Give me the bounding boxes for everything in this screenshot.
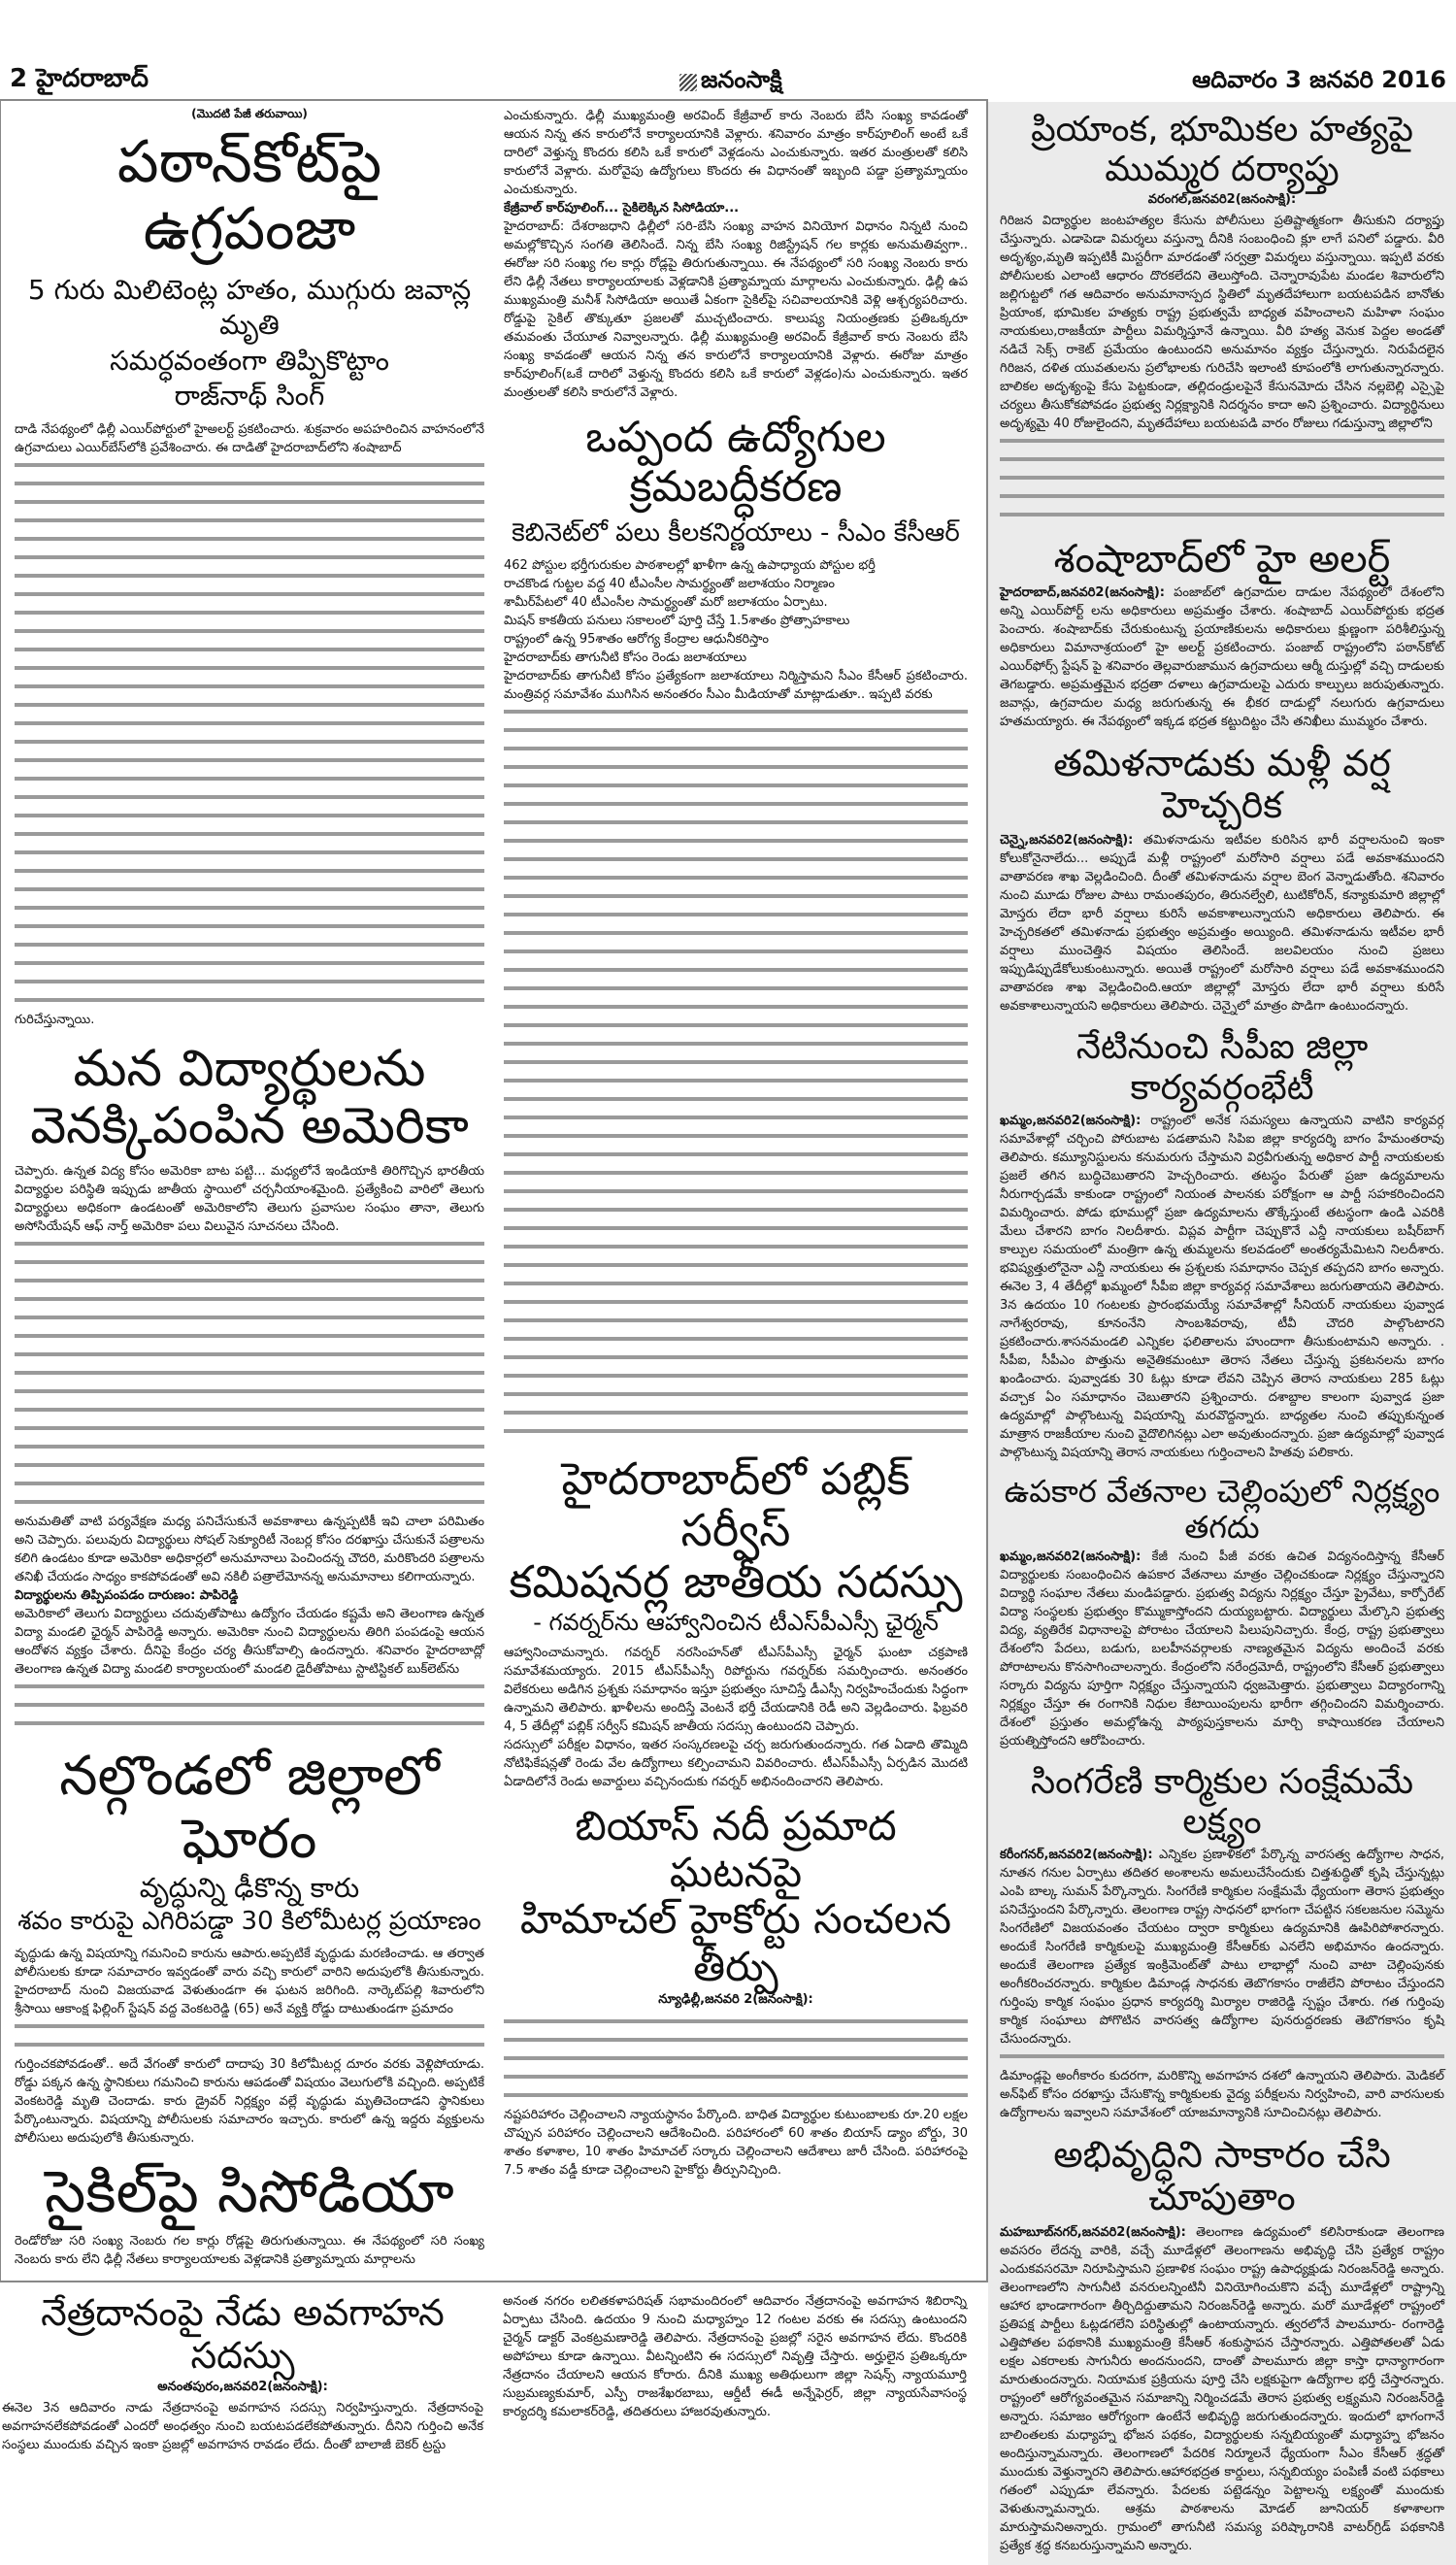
subheadline: శవం కారుపై ఎగిరిపడ్డా 30 కిలోమీటర్ల ప్రయాణం <box>17 1907 481 1937</box>
article-body <box>1000 831 1444 1016</box>
dateline: వరంగల్,జనవరి2(జనంసాక్షి): <box>1147 191 1297 207</box>
article-body <box>504 556 968 1442</box>
headline: తమిళనాడుకు మళ్లీ వర్ష హెచ్చరిక <box>1053 741 1391 827</box>
article-body <box>504 1644 968 1791</box>
article-body <box>504 2014 968 2180</box>
article-singareni <box>1000 1762 1444 2123</box>
logo-text: జనంసాక్షి <box>701 66 782 93</box>
paragraph: అమెరికాలో తెలుగు విద్యార్థులు చదువుతోపాటు ఉద్యోగం చేయడం కష్టమే అని తెలంగాణ ఉన్నత విద్యా మండలి ఛైర్మన్ పాపిరెడ్డి అన్నారు. అమెరికా నుంచి విద్యార్థులను తిరిగి పంపడంపై ఆయన ఆందోళన వ్యక్తం చేశారు. దీనిపై కేంద్రం చర్య తీసుకోవాల్సి ఉందన్నారు. శనివారం హైదరాబాద్లో తెలంగాణ ఉన్నత విద్యా మండలి కార్యాలయంలో మండలి డైరీతోపాటు స్టాటిస్టికల్ బుక్‌లెట్‌ను <box>15 1607 484 1678</box>
masthead-logo <box>679 66 782 99</box>
left-column <box>15 107 484 2269</box>
article-kejriwal <box>504 107 968 402</box>
bottom-section <box>0 2282 988 2463</box>
logo-icon <box>679 74 697 91</box>
continued-note: (మొదటి పేజీ తరువాయి) <box>191 107 308 120</box>
bullet-point: రాష్ట్రంలో ఉన్న 95శాతం ఆరోగ్య కేంద్రాల ఆధునీకరిస్తాం <box>504 631 769 647</box>
paragraph: పంజాబ్‌లో ఉగ్రవాదుల దాడుల నేపథ్యంలో దేశంలోని అన్ని ఎయిర్‌పోర్ట్ లను అధికారులు అప్రమత్తం చేశారు. శంషాబాద్ ఎయిర్‌పోర్టుకు భద్రత పెంచారు. శంషాబాద్‌కు చేరుకుంటున్న ప్రయాణికులను అధికారులు క్షుణ్ణంగా పరిశీలిస్తున్న అధికారులు విమానాశ్రయంలో హై అలర్ట్ ప్రకటించారు. పంజాబ్ రాష్ట్రంలోని పఠాన్‌కోట్ ఎయిర్‌ఫోర్స్ స్టేషన్ పై శనివారం తెల్లవారుజామున ఉగ్రవాదులు ఆర్మీ దుస్తుల్లో వచ్చి దాడులకు తెగబడ్డారు. అప్రమత్తమైన భద్రతా దళాలు ఉగ్రవాదులపై ఎదురు కాల్పులు జరుపుతున్నారు. జవాన్లు, ఉగ్రవాదుల మధ్య జరుగుతున్న ఈ భీకర దాడుల్లో నలుగురు ఉగ్రవాదులు హతమయ్యారు. ఈ నేపథ్యంలో ఇక్కడ భద్రత కట్టుదిట్టం చేసి తనిఖీలు ముమ్మరం చేశారు. <box>1000 584 1444 729</box>
dateline: మహబూబ్‌నగర్,జనవరి2(జనంసాక్షి): <box>1000 2224 1186 2240</box>
headline: ఉపకార వేతనాల చెల్లింపులో నిర్లక్ష్యం తగదు <box>1004 1472 1440 1546</box>
paragraph: హైదరాబాద్: దేశరాజధాని ఢిల్లీలో సరి-బేసి సంఖ్య వాహన వినియోగ విధానం నిన్నటి నుంచి అమల్లోకొచ్చిన సంగతి తెలిసిందే. నిన్న బేసి సంఖ్య రిజిస్ట్రేషన్ గల కార్లకు అనుమతివ్వగా.. ఈరోజు సరి సంఖ్య గల కార్లు రోడ్లపై తిరుగుతున్నాయి. ఈ నేపథ్యంలో సరి సంఖ్య నెంబరు కారు లేని ఢిల్లీ నేతలు కార్యాలయాలకు వెళ్లడానికి ప్రత్యామ్నాయ మార్గాలను ఎంచుకున్నారు. ఢిల్లీ ఉప ముఖ్యమంత్రి మనీశ్ సిసోడియా అయితే ఏకంగా సైకిల్‌పై సచివాలయానికి వెళ్లి ఆశ్చర్యపరిచారు. రోడ్డుపై సైకిల్ తొక్కుతూ ప్రజలతో ముచ్చటించారు. కాలుష్య నియంత్రణకు ప్రతిఒక్కరూ తమవంతు చేయూత నివ్వాలన్నారు. ఢిల్లీ ముఖ్యమంత్రి అరవింద్ కేజ్రీవాల్ కారు నెంబరు బేసి సంఖ్య కావడంతో ఆయన నిన్న తన కారులోనే కార్యాలయానికి వెళ్లారు. ఈరోజు మాత్రం కార్‌పూలింగ్(ఒకే దారిలో వెళ్తున్న కొందరు కలిసి ఒకే కారులో వెళ్లడం)ను ఎంచుకున్నారు. ఇతర మంత్రులతో కలిసి కారులోనే వెళ్లారు. <box>504 219 968 400</box>
article-body <box>1000 1548 1444 1750</box>
paragraph: రెండోరోజు సరి సంఖ్య నెంబరు గల కార్లు రోడ్లపై తిరుగుతున్నాయి. ఈ నేపథ్యంలో సరి సంఖ్య నెంబరు కారు లేని ఢిల్లీ నేతలు కార్యాలయాలకు వెళ్లడానికి ప్రత్యామ్నాయ మార్గాలను <box>15 2234 484 2268</box>
subheadline: సమర్ధవంతంగా తిప్పికొట్టాం <box>110 344 389 377</box>
middle-column <box>504 107 968 2269</box>
dateline: ఖమ్మం,జనవరి2(జనంసాక్షి): <box>1000 1549 1142 1564</box>
subheadline: వృద్ధున్ని ఢీకొన్న కారు <box>139 1871 360 1904</box>
paragraph: గుర్తించకపోవడంతో.. అదే వేగంతో కారులో దాదాపు 30 కిలోమీటర్ల దూరం వరకు వెళ్లిపోయాడు. రోడ్డు పక్కన ఉన్న స్థానికులు గమనించి కారును ఆపడంతో విషయం వెలుగులోకి వచ్చింది. అప్పటికే వెంకటరెడ్డి మృతి చెందాడు. కారు డ్రైవర్ నిర్లక్ష్యం వల్లే వృద్ధుడు మృతిచెందాడని స్థానికులు పేర్కొంటున్నారు. విషయాన్ని పోలీసులకు సమాచారం ఇచ్చారు. కారులో ఉన్న ఇద్దరు వ్యక్తులను పోలీసులు అదుపులోకి తీసుకున్నారు. <box>15 2057 484 2147</box>
article-beas <box>504 1803 968 2180</box>
subheading: విద్యార్థులను తిప్పిపంపడం దారుణం: పాపిరెడ్డి <box>15 1588 239 1604</box>
bullet-point: శామీర్‌పేటలో 40 టీఎంసీల సామర్థ్యంతో మరో జలాశయం ఏర్పాటు. <box>504 594 828 610</box>
subheading: కేజ్రీవాల్ కార్‌పూలింగ్... సైకిలెక్కిన సిసోడియా... <box>504 201 740 216</box>
text-lines <box>1000 433 1444 525</box>
headline: సైకిల్‌పై సిసోడియా <box>45 2158 454 2227</box>
headline: నల్గొండలో జిల్లాలో ఘోరం <box>59 1745 440 1871</box>
paragraph: అనుమతితో వాటి పర్యవేక్షణ మధ్య పనిచేసుకునే అవకాశాలు ఉన్నప్పటికీ ఇవి చాలా పరిమితం అని చెప్పారు. పలువురు విద్యార్థులు సోషల్ సెక్యూరిటీ నెంబర్ల కోసం దరఖాస్తు చేసుకునే పత్రాలను కలిగి ఉండటం కూడా అమెరికా అధికార్లలో అనుమానాలు పెంచిందన్న చౌదరి, మరికొందరి పత్రాలను తనిఖీ చేయడం సాధ్యం కాకపోవడంతో అవి నకిలీ పత్రాలేమోనన్న అనుమానాలు కలిగాయన్నారు. <box>15 1515 484 1585</box>
article-tamilnadu <box>1000 743 1444 1016</box>
paragraph: గిరిజన విద్యార్థుల జంటహత్యల కేసును పోలీసులు ప్రతిష్టాత్మకంగా తీసుకుని దర్యాప్తు చేస్తున్నారు. ఎడాపెడా విమర్శలు వస్తున్నా దీనికి సంబంధించి క్లూ లాగే పనిలో పడ్డారు. వీరి అదృశ్యం,మృతి ఇప్పటికీ మిస్టరీగా మారడంతో సర్వత్రా విమర్శలు వస్తున్నాయి. ఇప్పటి వరకు పోలీసులకు ఎలాంటి ఆధారం దొరకలేదని తెలుస్తోంది. చెన్నారావుపేట మండల శివారులోని జల్లిగుట్టలో గత ఆదివారం అనుమానాస్పద స్థితిలో మృతదేహాలుగా బయటపడిన బానోతు ప్రియాంక, భూమికల హత్యకు రాష్ట్ర ప్రభుత్వమే బాధ్యత వహించాలని మహిళా సంఘం నాయకులు,రాజకీయా పార్టీలు విమర్శిస్తూనే ఉన్నాయి. వీరి హత్య వెనుక పెద్దల అండతో నడిచే సెక్స్ రాకెట్ ప్రమేయం ఉంటుందని అనుమానం వ్యక్తం చేస్తున్నారు. నిరుపేదలైన గిరిజన, దళిత యువతులను ప్రలోభాలకు గురిచేసి ఇలాంటి కూపంలోకి లాగుతున్నారన్నారు. బాలికల అదృశ్యంపై కేసు పెట్టకుండా, తల్లిదండ్రులపైనే కేసునమోదు చేసిన నల్లబెల్లి ఎస్సైపై చర్యలు తీసుకోకపోవడం ప్రభుత్వ నిర్లక్ష్యానికి నిదర్శనం కాదా అని ప్రశ్నించారు. విద్యార్థినులు అదృశ్యమై 40 రోజులైందని, మృతదేహాలు బయటపడి వారం రోజులు గడుస్తున్నా జిల్లాలోని <box>1000 213 1444 431</box>
headline: శంషాబాద్‌లో హై అలర్ట్ <box>1053 536 1391 582</box>
paragraph: తమిళనాడును ఇటీవల కురిసిన భారీ వర్షాలనుంచి ఇంకా కోలుకోనైనాలేదు... అప్పుడే మళ్లీ రాష్ట్రంలో మరోసారి వర్షాలు పడే అవకాశముందని వాతావరణ శాఖ వెల్లడించింది. దీంతో తమిళనాడును వర్షాల బెంగ వెన్నాడుతోంది. శనివారం నుంచి మూడు రోజుల పాటు రామంతపురం, తిరునల్వేలి, టుటికోరిన్, కన్యాకుమారి జిల్లాల్లో మోస్తరు లేదా భారీ వర్షాలు కురిసే అవకాశాలున్నాయని అధికారులు తెలిపారు. ఈ హెచ్చరికతలో తమిళనాడు ప్రభుత్వం అప్రమత్తం అయ్యింది. తమిళనాడును ఇటీవల భారీ వర్షాలు ముంచెత్తిన విషయం తెలిసిందే. జలవిలయం నుంచి ప్రజలు ఇప్పుడిప్పుడేకోలుకుంటున్నారు. అయితే రాష్ట్రంలో మరోసారి వర్షాలు పడే అవకాశముందని వాతావరణ శాఖ వెల్లడించింది.ఆయా జిల్లాల్లో మోస్తరు లేదా భారీ వర్షాలు కురిసే అవకాశాలున్నాయని అధికారులు తెలిపారు. చెన్నైలో మాత్రం పొడిగా ఉంటుందన్నారు. <box>1000 833 1444 1015</box>
dateline: కరీంగనర్,జనవరి2(జనంసాక్షి): <box>1000 1848 1153 1863</box>
paragraph: ఎంచుకున్నారు. ఢిల్లీ ముఖ్యమంత్రి అరవింద్ కేజ్రీవాల్ కారు నెంబరు బేసి సంఖ్య కావడంతో ఆయన నిన్న తన కారులోనే కార్యాలయానికి వెళ్లారు. శనివారం మాత్రం కార్‌పూలింగ్ అంటే ఒకే దారిలో వెళ్తున్న కొందరు కలిసి ఒకే కారులో వెళ్లడంను ఎంచుకున్నారు. ఇతర మంత్రులతో కలిసి కారులోనే వెళ్లారు. మరోవైపు ఉద్యోగులు కొందరు ఈ విధానంతో ఇబ్బంది పడ్డా ప్రత్యామ్నాయం ఎంచుకున్నారు. <box>504 109 968 197</box>
article-body <box>1000 1846 1444 2122</box>
paragraph: ఎన్నికల ప్రణాళికలో పేర్కొన్న వారసత్వ ఉద్యోగాల సాధన, నూతన గనుల ఏర్పాటు తదితర అంశాలను అమలుచేసేందుకు చిత్తశుద్ధితో కృషి చేస్తున్నట్లు ఎంపి బాల్క సుమన్ పేర్కొన్నారు. సింగరేణి కార్మికుల సంక్షేమమే ధ్యేయంగా తెరాస ప్రభుత్వం పనిచేస్తుందని పేర్కొన్నారు. తెలంగాణ రాష్ట్ర సాధనలో భాగంగా చేపట్టిన సకలజనుల సమ్మెను సింగరేణిలో విజయవంతం చేయటం ద్వారా కార్మికులు ఉద్యమానికి ఊపిరిపోశారన్నారు. అందుకే సింగరేణి కార్మికులపై ముఖ్యమంత్రి కేసీఆర్‌కు ఎనలేని అభిమానం ఉందన్నారు. అందుకే తెలంగాణ ప్రత్యేక ఇంక్రిమెంట్‌తో పాటు లాభాల్లో నుంచి వాటా చెల్లింపునకు అంగీకరించరన్నారు. కార్మికుల డిమాండ్ల సాధనకు తెబొగకాసం రాజీలేని పోరాటం చేస్తుందని గుర్తింపు కార్మిక సంఘం ప్రధాన కార్యదర్శి మిర్యాల రాజిరెడ్డి స్పష్టం చేశారు. గత గుర్తింపు కార్మిక సంఘాలు పోగొటిన వారసత్వ ఉద్యోగాల పునరుద్దరణకు తెబొగకాసం కృషి చేసుందన్నారు. <box>1000 1848 1444 2048</box>
paragraph: సదస్సులో పరీక్షల విధానం, ఇతర సంస్కరణలపై చర్చ జరుగుతుందన్నారు. గత ఏడాది తొమ్మిది నోటిఫికేషన్లతో రెండు వేల ఉద్యోగాలు కల్పించామని వివరించారు. టీఎస్‌పీఎస్సీ ఏర్పడిన మొదటి ఏడాదిలోనే రెండు అవార్డులు వచ్చినందుకు గవర్నర్ అభినందించారని తెలిపారు. <box>504 1737 968 1789</box>
paragraph: గురిచేస్తున్నాయి. <box>15 1012 95 1027</box>
bullet-point: రాచకొండ గుట్టల వద్ద 40 టీఎంసీల సామర్థ్యంతో జలాశయం నిర్మాణం <box>504 576 835 591</box>
paragraph: హైదరాబాద్‌కు తాగునీటి కోసం ప్రత్యేకంగా జలాశయాలు నిర్మిస్తామని సీఎం కేసీఆర్ ప్రకటించారు. మంత్రివర్గ సమావేశం ముగిసిన అనంతరం సీఎం మీడియాతో మాట్లాడుతూ.. ఇప్పటి వరకు <box>504 668 968 702</box>
dateline: అనంతపురం,జనవరి2(జనంసాక్షి): <box>157 2379 328 2394</box>
article-body <box>1000 212 1444 525</box>
dateline: హైదరాబాద్,జనవరి2(జనంసాక్షి): <box>1000 584 1165 600</box>
dateline: న్యూఢిల్లీ,జనవరి 2(జనంసాక్షి): <box>658 1992 813 2008</box>
article-priyanka <box>1000 110 1444 525</box>
paragraph: ఈనెల 3న ఆదివారం నాడు నేత్రదానంపై అవగాహన సదస్సు నిర్వహిస్తున్నారు. నేత్రదానంపై అవగాహనలేకపోవడంతో ఎందరో అంధత్వం నుంచి బయటపడలేకపోతున్నారు. దీనిని గుర్తించి అనేక సంస్థలు ముందుకు వచ్చిన ఇంకా ప్రజల్లో అవగాహన రావడం లేదు. దీంతో బాలాజీ బెకర్ ట్రస్టు <box>2 2400 483 2452</box>
headline: ప్రియాంక, భూమికల హత్యపై ముమ్మర దర్యాప్తు <box>1031 110 1413 190</box>
paragraph: చెప్పారు. ఉన్నత విద్య కోసం అమెరికా బాట పట్టి... మధ్యలోనే ఇండియాకి తిరిగొచ్చిన భారతీయ విద్యార్థుల పరిస్థితి ఇప్పుడు జాతీయ స్థాయిలో చర్చనీయాంశమైంది. ప్రత్యేకించి వారిలో తెలుగు విద్యార్థులు అధికంగా ఉండటంతో అమెరికాలోని తెలుగు ప్రవాసుల సంఘం తానా, తెలుగు అసోసియేషన్ ఆఫ్ నార్త్ అమెరికా పలు విలువైన సూచనలు చేసింది. <box>15 1164 484 1235</box>
article-body <box>503 2292 967 2421</box>
article-eye-donation-cont <box>503 2292 967 2453</box>
subheadline: - గవర్నర్‌ను ఆహ్వానించిన టీఎస్‌పీఎస్సీ ఛైర్మన్ <box>533 1608 939 1636</box>
paragraph: అనంత నగరం లలితకళాపరిషత్ సభామందిరంలో ఆదివారం నేత్రదానంపై అవగాహన శిబిరాన్ని ఏర్పాటు చేసింది. ఉదయం 9 నుంచి మధ్యాహ్నం 12 గంటల వరకు ఈ సదస్సు ఉంటుందని చైర్మన్ డాక్టర్ వెంకట్రమణారెడ్డి తెలిపారు. నేత్రదానంపై ప్రజల్లో సరైన అవగాహన లేదు. కొందరికి అపోహలు కూడా ఉన్నాయి. వీటన్నింటిని ఈ సదస్సులో నివృత్తి చేస్తారు. అర్హులైన ప్రతిఒక్కరూ నేత్రదానం చేయాలని ఆయన కోరారు. దీనికి ముఖ్య అతిథులుగా జిల్లా సెషన్స్ న్యాయమూర్తి సుబ్రమణ్యకుమార్, ఎస్పీ రాజశేఖరబాబు, ఆర్డీటీ ఈడీ అన్నేఫెర్రర్, జిల్లా న్యాయసేవాసంస్థ కార్యదర్శి కమలాకర్‌రెడ్డి, తదితరులు హాజరవుతున్నారు. <box>503 2294 967 2420</box>
headline: నేటినుంచి సీపీఐ జిల్లా కార్యవర్గంభేటీ <box>1075 1027 1369 1108</box>
page-body <box>0 99 1456 2565</box>
article-cycle <box>15 2159 484 2269</box>
article-shamshabad <box>1000 537 1444 731</box>
subheadline: 5 గురు మిలిటెంట్ల హతం, ముగ్గురు జవాన్ల మృతి <box>27 274 472 342</box>
headline: హైదరాబాద్‌లో పబ్లిక్ సర్వీస్ <box>561 1451 910 1556</box>
headline: పఠాన్‌కోట్‌పై ఉగ్రపంజా <box>116 128 382 263</box>
paragraph: కేజీ నుంచి పీజీ వరకు ఉచిత విద్యనందిస్తాన్న కేసీఆర్ విద్యార్థులకు సంబంధించిన ఉపకార వేతనాలు మాత్రం చెల్లించకుండా నిర్లక్ష్యం చేస్తున్నారని విద్యార్థి సంఘాల నేతలు మండిపడ్డారు. ప్రభుత్వ విద్యను నిర్లక్ష్యం చేస్తూ ప్రైవేటు, కార్పోరేట్ విద్యా సంస్థలకు ప్రభుత్వం కొమ్ముకాస్తోందని దుయ్యబట్టారు. విద్యార్థులు మేల్కొని ప్రభుత్వ విద్య, వ్యతిరేక విధానాలపై పోరాటం చేయాలని పిలుపునిచ్చారు. కేంద్ర, రాష్ట్ర ప్రభుత్వాలు దేశంలోని పేదలు, బడుగు, బలహీనవర్గాలకు నాణ్యతమైన విద్యను అందించే వరకు పోరాటాలను కొనసాగించాలన్నారు. కేంద్రంలోని నరేంద్రమోదీ, రాష్ట్రంలోని కేసీఆర్ ప్రభుత్వాలు సర్కారు విద్యను పూర్తిగా నిర్లక్ష్యం చేస్తున్నాయని ధ్వజమెత్తారు. ప్రభుత్వాలు విద్యారంగాన్ని నిర్లక్ష్యం చేస్తూ ఈ రంగానికి నిధుల కేటాయింపులను భారీగా తగ్గించిందని విమర్శించారు. దేశంలో ప్రస్తుతం అమల్లోఉన్న పాఠ్యపుస్తకాలను మార్చి కాషాయికరణ చేయాలని ప్రయత్నిస్తోందని ఆరోపించారు. <box>1000 1549 1444 1749</box>
article-body <box>15 1162 484 1734</box>
text-lines <box>15 1679 484 1734</box>
article-body <box>15 2232 484 2269</box>
right-news-panel <box>988 102 1456 2565</box>
article-contract-employees <box>504 414 968 1442</box>
headline: సింగరేణి కార్మికుల సంక్షేమమే లక్ష్యం <box>1030 1761 1414 1842</box>
headline: హిమాచల్ హైకోర్టు సంచలన తీర్పు <box>519 1895 952 1990</box>
article-body <box>1000 583 1444 731</box>
article-cpi <box>1000 1027 1444 1462</box>
text-lines <box>15 2018 484 2055</box>
article-body <box>15 420 484 1029</box>
text-lines <box>1000 2049 1444 2067</box>
headline: కమిషనర్ల జాతీయ సదస్సు <box>509 1554 963 1608</box>
paragraph: రాష్ట్రంలో అనేక సమస్యలు ఉన్నాయని వాటిని కార్యవర్గ సమావేశాల్లో చర్చించి పోరుబాట పడతామని సిపిఐ జిల్లా కార్యదర్శి బాగం హేమంతరావు తెలిపారు. కమ్యూనిస్టులను కనుమరుగు చేస్తామని విర్రవీగుతున్న అధికార పార్టీ నాయకులకు ప్రజలే తగిన బుద్ధిచెబుతారని హెచ్చరించారు. తటస్థం పేరుతో ప్రజా ఉద్యమాలను నీరుగార్చడమే కాకుండా రాష్ట్రంలో నియంత పాలనకు పరోక్షంగా ఆ పార్టీ సహకరించిందని విమర్శించారు. పోడు భూముల్లో ప్రజా ఉద్యమాలను తొక్కేస్తుంటే తటస్థంగా ఉండి ఎవరికి మేలు చేశారని బాగం నిలదీశారు. విప్లవ పార్టీగా చెప్పుకొనే ఎన్డీ నాయకులు బషీర్‌బాగ్ కాల్పుల సమయంలో మంత్రిగా ఉన్న తుమ్మలను కలవడంలో అంతర్యమేమిటని నిలదీశారు. భవిష్యత్తులోనైనా ఎన్డీ నాయకులు ఈ ప్రశ్నలకు సమాధానం చెప్పక తప్పదని బాగం అన్నారు. ఈనెల 3, 4 తేదీల్లో ఖమ్మంలో సీపీఐ జిల్లా కార్యవర్గ సమావేశాలు జరుగుతాయని తెలిపారు. 3న ఉదయం 10 గంటలకు ప్రారంభమయ్యే సమావేశాల్లో సీనియర్ నాయకులు పువ్వాడ నాగేశ్వరరావు, కూనంనేని సాంబశివరావు, టీవీ చౌదరి పాల్గొంటారని ప్రకటించారు.శాసనమండలి ఎన్నికల ఫలితాలను హుందాగా తీసుకుంటామని అన్నారు. . సీపీఐ, సీపీఎం పొత్తును అనైతికమంటూ తెరాస నేతలు చేస్తున్న ప్రకటనలను బాగం ఖండించారు. పువ్వాడకు 30 ఓట్లు కూడా లేవని చెప్పిన తెరాస నాయకులు 285 ఓట్లు వచ్చాక ఏం సమాధానం చెబుతారని ప్రశ్నించారు. దశాబ్దాల కాలంగా పువ్వాడ ప్రజా ఉద్యమాల్లో పాల్గొంటున్న విషయాన్ని మరవొద్దన్నారు. బాధ్యతల నుంచి తప్పుకున్నంత మాత్రాన రాజకీయాల నుంచి వైదొలిగినట్లు ఎలా అవుతుందన్నారు. ప్రజా ఉద్యమాల్లో పువ్వాడ పాల్గొంటున్న విషయాన్ని తెరాస నాయకులు గుర్తించాలని హితవు పలికారు. <box>1000 1113 1444 1460</box>
article-america <box>15 1041 484 1735</box>
article-scholarships <box>1000 1474 1444 1750</box>
article-body <box>504 107 968 402</box>
left-area <box>0 99 988 2464</box>
dateline: ఖమ్మం,జనవరి2(జనంసాక్షి): <box>1000 1113 1142 1128</box>
text-lines <box>15 1236 484 1513</box>
headline: నేత్రదానంపై నేడు అవగాహన సదస్సు <box>41 2291 445 2377</box>
headline: బియాస్ నదీ ప్రమాద ఘటనపై <box>575 1801 897 1897</box>
main-news-box <box>0 99 988 2282</box>
article-eye-donation <box>2 2292 483 2453</box>
paragraph: డిమాండ్లపై అంగీకారం కుదరగా, మరికొన్ని అవగాహన దశలో ఉన్నాయని తెలిపారు. మెడికల్ అన్‌ఫిట్ కోసం దరఖాస్తు చేసుకొన్న కార్మికులకు వైద్య పరీక్షలను నిర్వహించి, వారి వారసులకు ఉద్యోగాలను ఇవ్వాలని సమావేశంలో యాజమాన్యానికి సూచించినట్లు తెలిపారు. <box>1000 2069 1444 2121</box>
article-development <box>1000 2134 1444 2554</box>
bullet-point: మిషన్ కాకతీయ పనులు సకాలంలో పూర్తి చేస్తే 1.5శాతం ప్రోత్సాహకాలు <box>504 613 850 628</box>
issue-date: ఆదివారం 3 జనవరి 2016 <box>1192 66 1446 93</box>
text-lines <box>504 704 968 1442</box>
article-public-service <box>504 1453 968 1791</box>
headline: అభివృద్ధిని సాకారం చేసి చూపుతాం <box>1053 2133 1391 2218</box>
subheadline: కెబినెట్‌లో పలు కీలకనిర్ణయాలు - సీఎం కేసీఆర్ <box>512 518 960 549</box>
paragraph: నష్టపరిహారం చెల్లించాలని న్యాయస్థానం పేర్కొంది. బాధిత విద్యార్థుల కుటుంబాలకు రూ.20 లక్షల చొప్పున పరిహారం చెల్లించాలని ఆదేశించింది. పరిహారంలో 60 శాతం బియాస్ డ్యాం బోర్డు, 30 శాతం కళాశాల, 10 శాతం హిమాచల్ సర్కారు చెల్లించాలని ఆదేశాలు జారీ చేసింది. పరిహారంపై 7.5 శాతం వడ్డీ కూడా చెల్లించాలని హైకోర్టు తీర్పునిచ్చింది. <box>504 2108 968 2179</box>
text-lines <box>15 457 484 1011</box>
bullet-point: 462 పోస్టుల భర్తీగురుకుల పాఠశాలల్లో ఖాళీగా ఉన్న ఉపాధ్యాయ పోస్టుల భర్తీ <box>504 557 876 573</box>
subheadline: రాజ్‌నాథ్ సింగ్ <box>174 380 325 413</box>
paragraph: తెలంగాణ ఉద్యమంలో కలిసిరాకుండా తెలంగాణ అవసరం లేదన్న వారికి, వచ్చే మూడేళ్లలో తెలంగాణను అభివృద్ధి చేసి ప్రత్యేక రాష్ట్రం ఎందుకవసరమో నిరూపిస్తామని ప్రణాళిక సంఘం రాష్ట్ర ఉపాధ్యక్షుడు నిరంజన్‌రెడ్డి అన్నారు. తెలంగాణలోని సాగునీటి వనరులన్నింటినీ వినియోగించుకొని వచ్చే మూడేళ్లలో రాష్ట్రాన్ని ఆహార భాండాగారంగా తీర్చిదిద్దుతామని నిరంజన్‌రెడ్డి అన్నారు. మరో మూడేళ్లలో రాష్ట్రంలో ప్రతిపక్ష పార్టీలు ఓట్లడగలేని పరిస్థితుల్లో ఉంటాయన్నారు. త్వరలోనే పాలమూరు- రంగారెడ్డి ఎత్తిపోతల పథకానికి ముఖ్యమంత్రి కేసీఆర్ శంకుస్థాపన చేస్తారన్నారు. ఎత్తిపోతలతో ఏడు లక్షల ఎకరాలకు సాగునీరు అందనుందని, దాంతో పాలమూరు జిల్లా కాస్తా ధాన్యాగారంగా మారుతుందన్నారు. నియామక ప్రక్రియను పూర్తి చేసి లక్షకుపైగా ఉద్యోగాల భర్తీ చేస్తారన్నారు. రాష్ట్రంలో ఆరోగ్యవంతమైన సమాజాన్ని నిర్మించడమే తెరాస ప్రభుత్వ లక్ష్యమని నిరంజన్‌రెడ్డి అన్నారు. సమాజం ఆరోగ్యంగా ఉంటేనే అభివృద్ధి జరుగుతుందన్నారు. ఇందులో భాగంగానే బాలింతలకు మధ్యాహ్న భోజన పథకం, విద్యార్థులకు సన్నబియ్యంతో మధ్యాహ్న భోజనం అందిస్తున్నామన్నారు. తెలంగాణలో పేదరిక నిర్మూలనే ధ్యేయంగా సీఎం కేసీఆర్ శ్రద్ధతో ముందుకు వెళ్తున్నారని తెలిపారు.ఆహారభద్రత కార్డులు, సన్నబియ్యం పంపిణీ వంటి పథకాలు గతంలో ఎప్పుడూ లేవన్నారు. పేదలకు పట్టెడన్నం పెట్టాలన్న లక్ష్యంతో ముందుకు వెళుతున్నామన్నారు. ఆశ్రమ పాఠశాలను మోడల్ జూనియర్ కళాశాలగా మారుస్తామనిఅన్నారు. గ్రామంలో తాగునీటి సమస్య పరిష్కారానికి వాటర్‌గ్రిడ్ పథకానికి ప్రత్యేక శ్రద్ధ కనబరుస్తున్నామని అన్నారు. <box>1000 2224 1444 2553</box>
article-body <box>2 2399 483 2454</box>
paragraph: ఆహ్వానించామన్నారు. గవర్నర్ నరసింహన్‌తో టీఎస్‌పీఎస్సీ ఛైర్మన్ ఘంటా చక్రపాణి సమావేశమయ్యారు. 2015 టీఎస్‌పీఎస్సీ రిపోర్టును గవర్నర్‌కు సమర్పించారు. అనంతరం విలేకరులు అడిగిన ప్రశ్నకు సమాధానం ఇస్తూ ప్రభుత్వం సూచిస్తే డీఎస్సీ నిర్వహించేందుకు సిద్ధంగా ఉన్నామని తెలిపారు. ఖాళీలను అందిస్తే వెంటనే భర్తీ చేయడానికి రెడీ అని వెల్లడించారు. ఫిబ్రవరి 4, 5 తేదీల్లో పబ్లిక్ సర్వీస్ కమిషన్ జాతీయ సదస్సు ఉంటుందని చెప్పారు. <box>504 1645 968 1734</box>
article-body <box>15 1945 484 2148</box>
text-lines <box>504 2014 968 2106</box>
article-body <box>1000 1112 1444 1462</box>
article-nalgonda <box>15 1746 484 2148</box>
headline: ఒప్పంద ఉద్యోగుల క్రమబద్ధీకరణ <box>585 413 886 512</box>
article-pathankot <box>15 107 484 1029</box>
paragraph: వృద్ధుడు ఉన్న విషయాన్ని గమనించి కారును ఆపారు.అప్పటికే వృద్ధుడు మరణించాడు. ఆ తర్వాత పోలీసులకు కూడా సమాచారం ఇవ్వడంతో వారు వచ్చి కారులో వారిని అదుపులోకి తీసుకున్నారు. హైదరాబాద్ నుంచి విజయవాడ వెళుతుండగా ఈ ఘటన జరిగింది. నార్కెట్‌పల్లి శివారులోని శ్రీసాయి ఆకాంక్ష ఫిల్లింగ్ స్టేషన్ వద్ద వెంకటరెడ్డి (65) అనే వ్యక్తి రోడ్డు దాటుతుండగా ప్రమాదం <box>15 1947 484 2017</box>
page-number-section: 2 హైదరాబాద్ <box>10 64 149 93</box>
headline: వెనక్కిపంపిన అమెరికా <box>30 1097 469 1156</box>
paragraph: దాడి నేపథ్యంలో ఢిల్లీ ఎయిర్‌పోర్టులో హైఅలర్ట్ ప్రకటించారు. శుక్రవారం అపహరించిన వాహనంలోనే ఉగ్రవాదులు ఎయిర్‌బేస్‌లోకి ప్రవేశించారు. ఈ దాడితో హైదరాబాద్‌లోని శంషాబాద్ <box>15 421 484 455</box>
headline: మన విద్యార్థులను <box>73 1039 426 1098</box>
page-header <box>0 64 1456 99</box>
dateline: చెన్నై,జనవరి2(జనంసాక్షి): <box>1000 833 1134 849</box>
article-body <box>1000 2223 1444 2555</box>
bullet-point: హైదరాబాద్‌కు తాగునీటి కోసం రెండు జలాశయాలు <box>504 650 747 665</box>
